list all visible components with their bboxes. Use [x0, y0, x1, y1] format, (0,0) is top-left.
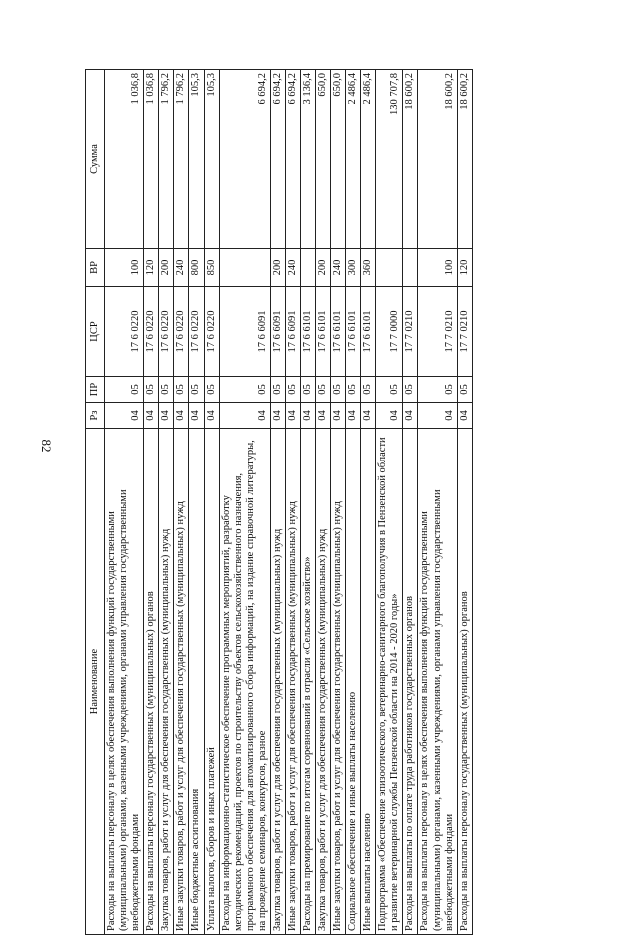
cell-rz: 04: [403, 403, 418, 429]
cell-vr: 120: [457, 249, 472, 287]
budget-table-container: [85, 70, 570, 935]
cell-pr: 05: [285, 377, 300, 403]
cell-name: Расходы на выплаты персоналу в целях обеспечения выполнения функций государственными (муниципальными) органами, казенными учреждениями, органами управления государственными внебюджетными фондами: [105, 429, 144, 935]
cell-pr: 05: [457, 377, 472, 403]
table-row: [270, 70, 285, 935]
cell-rz: 04: [174, 403, 189, 429]
cell-pr: 05: [204, 377, 219, 403]
cell-name: Закупка товаров, работ и услуг для обеспечения государственных (муниципальных) нужд: [270, 429, 285, 935]
cell-rz: 04: [270, 403, 285, 429]
header-vr: ВР: [86, 249, 105, 287]
cell-sum: 18 600,2: [403, 70, 418, 249]
cell-name: Уплата налогов, сборов и иных платежей: [204, 429, 219, 935]
cell-name: Подпрограмма «Обеспечение эпизоотического, ветеринарно-санитарного благополучия в Пензенской области и развитие ветеринарной службы Пензенской области на 2014 - 2020 годы»: [376, 429, 403, 935]
cell-name: Расходы на премирование по итогам соревнований в отрасли «Сельское хозяйство»: [300, 429, 315, 935]
cell-csr: 17 6 6091: [270, 287, 285, 377]
table-row: [285, 70, 300, 935]
cell-sum: 1 796,2: [159, 70, 174, 249]
table-row: [376, 70, 403, 935]
cell-vr: 360: [361, 249, 376, 287]
cell-sum: 2 486,4: [361, 70, 376, 249]
cell-sum: 105,3: [189, 70, 204, 249]
cell-csr: 17 6 6101: [331, 287, 346, 377]
table-row: [403, 70, 418, 935]
cell-vr: [300, 249, 315, 287]
table-row: [189, 70, 204, 935]
cell-pr: 05: [346, 377, 361, 403]
cell-pr: 05: [361, 377, 376, 403]
cell-pr: 05: [418, 377, 457, 403]
cell-rz: 04: [105, 403, 144, 429]
cell-rz: 04: [376, 403, 403, 429]
cell-csr: 17 6 6101: [316, 287, 331, 377]
cell-sum: 1 796,2: [174, 70, 189, 249]
table-row: [219, 70, 270, 935]
cell-name: Расходы на выплаты персоналу государственных (муниципальных) органов: [144, 429, 159, 935]
cell-name: Иные бюджетные ассигнования: [189, 429, 204, 935]
cell-vr: [376, 249, 403, 287]
cell-name: Расходы на выплаты по оплате труда работников государственных органов: [403, 429, 418, 935]
cell-vr: 240: [174, 249, 189, 287]
cell-rz: 04: [219, 403, 270, 429]
cell-sum: 105,3: [204, 70, 219, 249]
cell-sum: 650,0: [316, 70, 331, 249]
cell-rz: 04: [457, 403, 472, 429]
table-row: [418, 70, 457, 935]
cell-rz: 04: [418, 403, 457, 429]
cell-vr: 240: [331, 249, 346, 287]
cell-vr: [219, 249, 270, 287]
table-rotator: [85, 70, 570, 935]
cell-rz: 04: [285, 403, 300, 429]
cell-csr: 17 6 6101: [361, 287, 376, 377]
cell-csr: 17 7 0210: [403, 287, 418, 377]
cell-sum: 650,0: [331, 70, 346, 249]
cell-csr: 17 6 6091: [219, 287, 270, 377]
cell-sum: 130 707,8: [376, 70, 403, 249]
page-number: 82: [39, 439, 54, 453]
cell-pr: 05: [270, 377, 285, 403]
cell-name: Расходы на выплаты персоналу в целях обеспечения выполнения функций государственными (муниципальными) органами, казенными учреждениями, органами управления государственными внебюджетными фондами: [418, 429, 457, 935]
cell-rz: 04: [159, 403, 174, 429]
cell-sum: 6 694,2: [219, 70, 270, 249]
cell-vr: 200: [316, 249, 331, 287]
table-row: [105, 70, 144, 935]
table-row: [204, 70, 219, 935]
table-row: [144, 70, 159, 935]
table-row: [361, 70, 376, 935]
cell-csr: 17 6 6091: [285, 287, 300, 377]
cell-name: Закупка товаров, работ и услуг для обеспечения государственных (муниципальных) нужд: [159, 429, 174, 935]
cell-pr: 05: [189, 377, 204, 403]
cell-csr: 17 6 0220: [144, 287, 159, 377]
cell-rz: 04: [300, 403, 315, 429]
cell-pr: 05: [331, 377, 346, 403]
table-row: [300, 70, 315, 935]
header-csr: ЦСР: [86, 287, 105, 377]
cell-csr: 17 6 0220: [204, 287, 219, 377]
cell-csr: 17 6 0220: [174, 287, 189, 377]
cell-vr: [403, 249, 418, 287]
cell-name: Расходы на информационно-статистическое обеспечение программных мероприятий, разработку методических рекомендаций, проектов по строительству объектов сельскохозяйственного назначения, программного обеспечения для автоматизированного сбора информаций, на издание справочной литературы, на проведение семинаров, конкурсов, разное: [219, 429, 270, 935]
cell-sum: 6 694,2: [285, 70, 300, 249]
cell-rz: 04: [316, 403, 331, 429]
cell-rz: 04: [331, 403, 346, 429]
cell-pr: 05: [219, 377, 270, 403]
cell-sum: 3 136,4: [300, 70, 315, 249]
table-row: [346, 70, 361, 935]
table-row: [331, 70, 346, 935]
cell-sum: 1 036,8: [105, 70, 144, 249]
header-pr: ПР: [86, 377, 105, 403]
cell-sum: 1 036,8: [144, 70, 159, 249]
table-row: [457, 70, 472, 935]
cell-vr: 850: [204, 249, 219, 287]
cell-csr: 17 6 6101: [346, 287, 361, 377]
cell-vr: 200: [159, 249, 174, 287]
cell-csr: 17 6 0220: [105, 287, 144, 377]
cell-name: Расходы на выплаты персоналу государственных (муниципальных) органов: [457, 429, 472, 935]
cell-vr: 800: [189, 249, 204, 287]
cell-pr: 05: [403, 377, 418, 403]
cell-pr: 05: [144, 377, 159, 403]
header-rz: Рз: [86, 403, 105, 429]
table-body: [105, 70, 473, 935]
cell-csr: 17 6 6101: [300, 287, 315, 377]
cell-csr: 17 7 0210: [457, 287, 472, 377]
cell-name: Социальное обеспечение и иные выплаты населению: [346, 429, 361, 935]
header-name: Наименование: [86, 429, 105, 935]
cell-rz: 04: [204, 403, 219, 429]
cell-vr: 120: [144, 249, 159, 287]
cell-sum: 18 600,2: [418, 70, 457, 249]
cell-name: Иные закупки товаров, работ и услуг для обеспечения государственных (муниципальных) нужд: [285, 429, 300, 935]
cell-rz: 04: [189, 403, 204, 429]
header-sum: Сумма: [86, 70, 105, 249]
cell-name: Иные выплаты населению: [361, 429, 376, 935]
cell-pr: 05: [105, 377, 144, 403]
cell-rz: 04: [361, 403, 376, 429]
cell-sum: 18 600,2: [457, 70, 472, 249]
table-row: [174, 70, 189, 935]
cell-csr: 17 7 0000: [376, 287, 403, 377]
cell-rz: 04: [346, 403, 361, 429]
cell-csr: 17 6 0220: [159, 287, 174, 377]
cell-vr: 300: [346, 249, 361, 287]
cell-pr: 05: [316, 377, 331, 403]
cell-vr: 240: [285, 249, 300, 287]
cell-csr: 17 6 0220: [189, 287, 204, 377]
table-row: [159, 70, 174, 935]
cell-rz: 04: [144, 403, 159, 429]
cell-vr: 100: [418, 249, 457, 287]
table-header-row: [86, 70, 105, 935]
cell-vr: 200: [270, 249, 285, 287]
budget-table: [85, 69, 473, 935]
cell-pr: 05: [159, 377, 174, 403]
cell-name: Иные закупки товаров, работ и услуг для обеспечения государственных (муниципальных) нужд: [174, 429, 189, 935]
cell-pr: 05: [174, 377, 189, 403]
cell-vr: 100: [105, 249, 144, 287]
cell-pr: 05: [300, 377, 315, 403]
cell-sum: 6 694,2: [270, 70, 285, 249]
cell-sum: 2 486,4: [346, 70, 361, 249]
cell-name: Иные закупки товаров, работ и услуг для обеспечения государственных (муниципальных) нужд: [331, 429, 346, 935]
cell-name: Закупка товаров, работ и услуг для обеспечения государственных (муниципальных) нужд: [316, 429, 331, 935]
cell-pr: 05: [376, 377, 403, 403]
cell-csr: 17 7 0210: [418, 287, 457, 377]
table-row: [316, 70, 331, 935]
